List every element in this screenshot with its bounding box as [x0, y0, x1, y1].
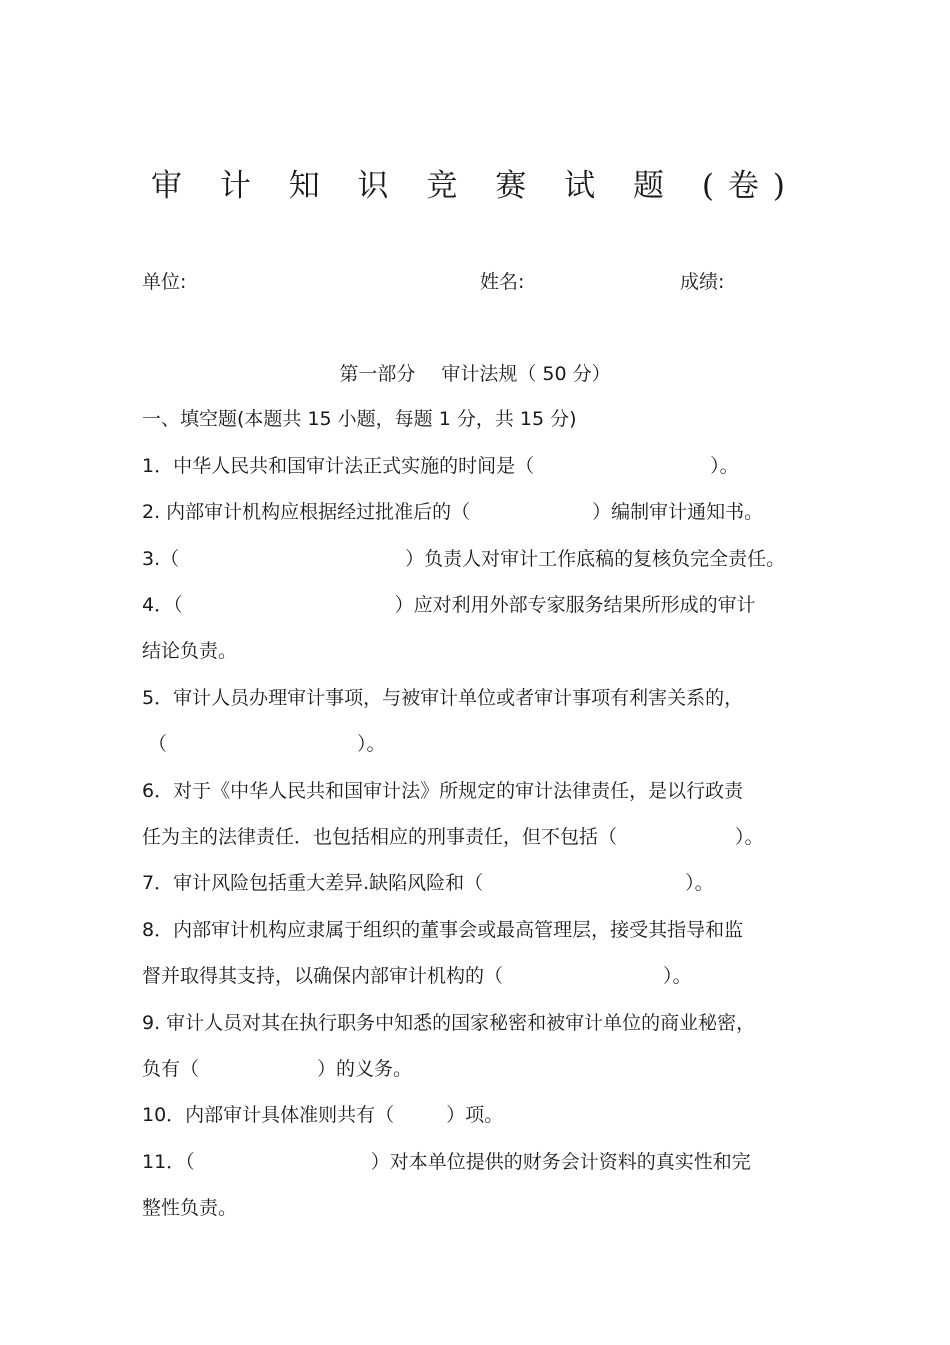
question-text: ）。 — [710, 455, 739, 477]
score-label: 成绩: — [680, 271, 725, 293]
subsection-heading: 一、填空题(本题共 15 小题，每题 1 分，共 15 分) — [142, 408, 577, 430]
question-text: ）。 — [685, 872, 714, 894]
question-text: 11．（ — [142, 1151, 195, 1173]
question-3 — [142, 545, 810, 573]
question-text: ）的义务。 — [317, 1058, 413, 1080]
question-text: 4．（ — [142, 594, 183, 616]
question-text: ）负责人对审计工作底稿的复核负完全责任。 — [405, 548, 786, 570]
question-5-continued — [148, 730, 816, 758]
question-text: 1．中华人民共和国审计法正式实施的时间是（ — [142, 455, 535, 477]
question-9-continued — [142, 1055, 810, 1083]
question-text: ）应对利用外部专家服务结果所形成的审计 — [394, 594, 756, 616]
question-6-continued — [142, 823, 810, 851]
header-fields — [142, 268, 802, 298]
question-6: 6．对于《中华人民共和国审计法》所规定的审计法律责任，是以行政责 — [142, 780, 744, 802]
question-text: ）。 — [735, 826, 764, 848]
question-text: 督并取得其支持，以确保内部审计机构的（ — [142, 965, 504, 987]
question-4-continued: 结论负责。 — [142, 640, 238, 662]
question-11-continued: 整性负责。 — [142, 1197, 238, 1219]
question-1 — [142, 452, 810, 480]
question-text: （ — [148, 733, 168, 755]
question-text: 3.（ — [142, 548, 180, 570]
section-heading — [0, 360, 950, 388]
question-text: 2. 内部审计机构应根据经过批准后的（ — [142, 501, 471, 523]
question-text: 10．内部审计具体准则共有（ — [142, 1104, 395, 1126]
question-7 — [142, 869, 810, 897]
question-text: ）。 — [357, 733, 386, 755]
question-text: 7．审计风险包括重大差异.缺陷风险和（ — [142, 872, 484, 894]
question-4 — [142, 591, 810, 619]
exam-title: 审 计 知 识 竞 赛 试 题 (卷) — [150, 168, 800, 204]
question-8-continued — [142, 962, 810, 990]
question-9: 9. 审计人员对其在执行职务中知悉的国家秘密和被审计单位的商业秘密， — [142, 1012, 756, 1034]
section-part: 第一部分 — [339, 363, 416, 385]
question-10 — [142, 1101, 810, 1129]
question-text: ）项。 — [446, 1104, 504, 1126]
question-2 — [142, 498, 810, 526]
question-text: 负有（ — [142, 1058, 200, 1080]
unit-label: 单位: — [142, 271, 187, 293]
name-label: 姓名: — [480, 271, 525, 293]
question-8: 8．内部审计机构应隶属于组织的董事会或最高管理层，接受其指导和监 — [142, 919, 744, 941]
question-text: ）编制审计通知书。 — [592, 501, 764, 523]
question-text: ）。 — [663, 965, 692, 987]
section-name: 审计法规（ 50 分） — [441, 363, 611, 385]
question-5: 5．审计人员办理审计事项，与被审计单位或者审计事项有利害关系的， — [142, 687, 744, 709]
question-11 — [142, 1148, 810, 1176]
question-text: 任为主的法律责任．也包括相应的刑事责任，但不包括（ — [142, 826, 618, 848]
question-text: ）对本单位提供的财务会计资料的真实性和完 — [370, 1151, 751, 1173]
